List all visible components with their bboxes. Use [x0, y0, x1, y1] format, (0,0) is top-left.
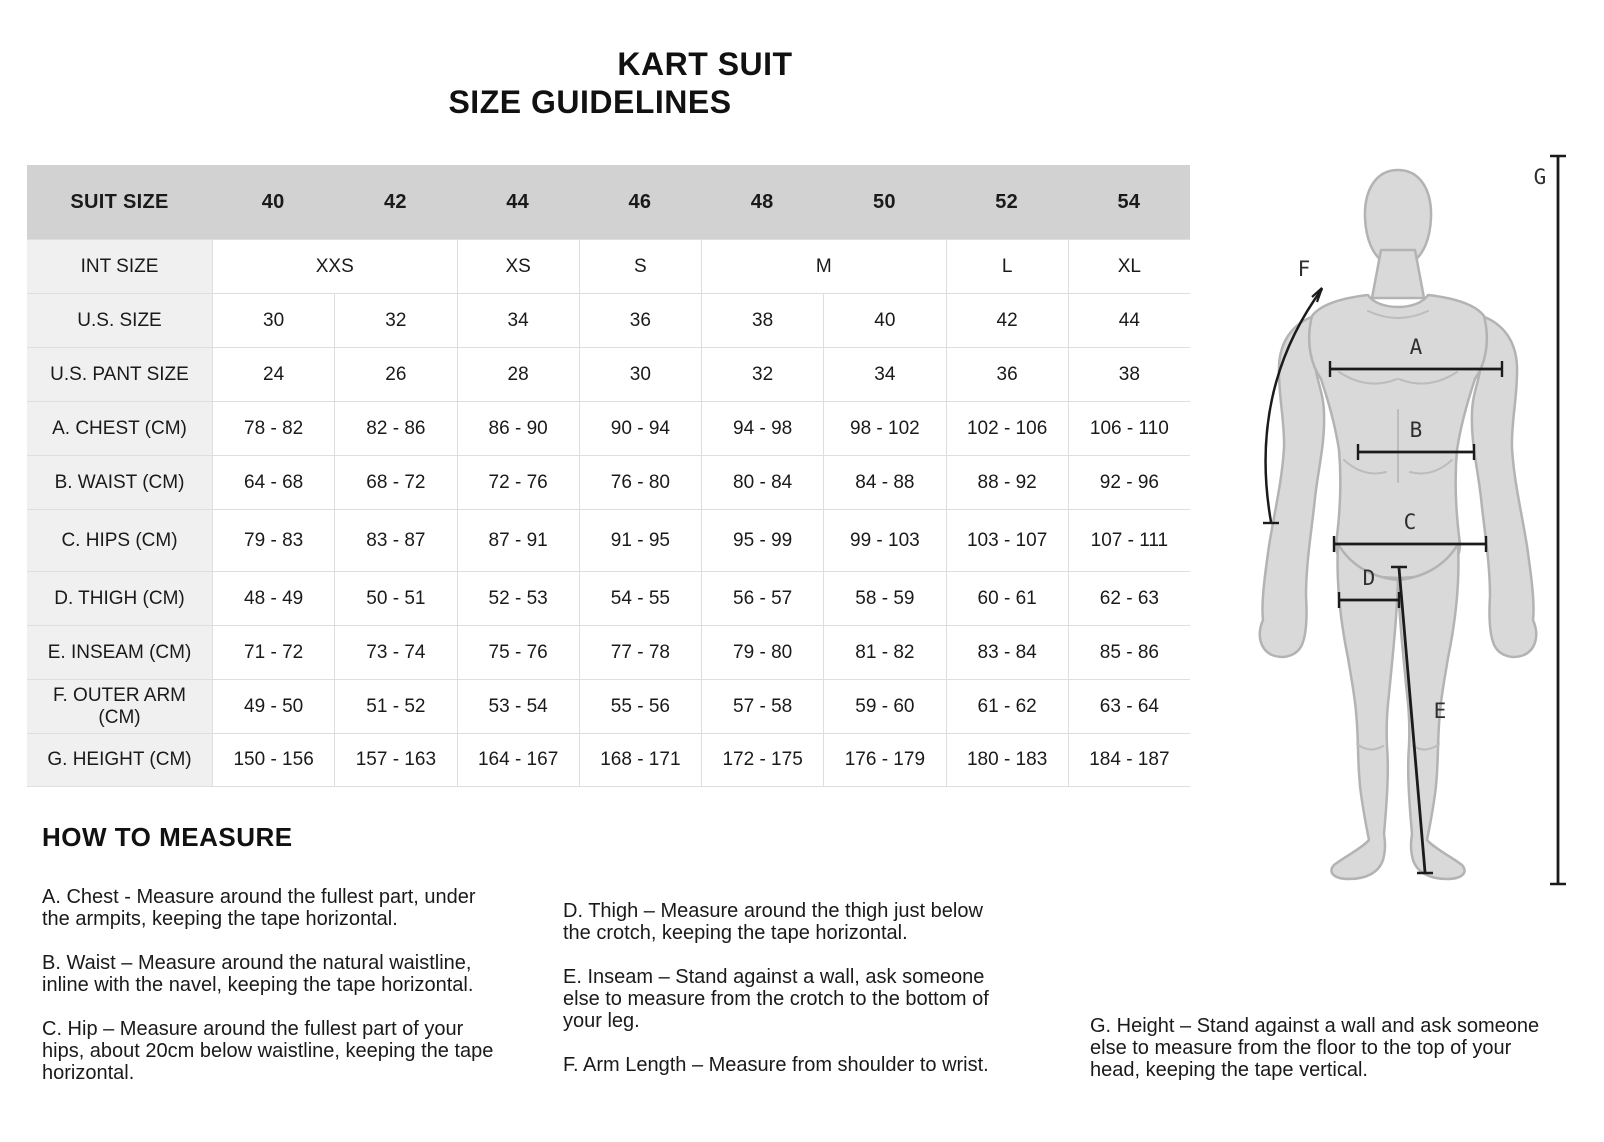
waist-cell: 72 - 76	[457, 455, 579, 509]
hips-cell: 95 - 99	[701, 509, 823, 571]
outer-arm-cell: 51 - 52	[334, 679, 456, 733]
hips-cell: 99 - 103	[823, 509, 945, 571]
height-line-G	[1550, 156, 1566, 884]
us-pant-cell: 34	[823, 347, 945, 401]
us-size-cell: 40	[823, 293, 945, 347]
int-size-xs: XS	[457, 239, 579, 293]
height-cell: 168 - 171	[579, 733, 701, 787]
height-cell: 172 - 175	[701, 733, 823, 787]
us-pant-cell: 28	[457, 347, 579, 401]
chest-cell: 106 - 110	[1068, 401, 1190, 455]
measure-text-waist: B. Waist – Measure around the natural waistline, inline with the navel, keeping the tape horizontal.	[42, 952, 474, 996]
outer-arm-cell: 57 - 58	[701, 679, 823, 733]
how-to-measure-heading: HOW TO MEASURE	[42, 822, 293, 852]
row-label-us-pant-size: U.S. PANT SIZE	[27, 347, 212, 401]
waist-cell: 64 - 68	[212, 455, 334, 509]
us-size-cell: 36	[579, 293, 701, 347]
us-pant-cell: 26	[334, 347, 456, 401]
height-cell: 180 - 183	[946, 733, 1068, 787]
height-cell: 184 - 187	[1068, 733, 1190, 787]
us-size-cell: 44	[1068, 293, 1190, 347]
chest-cell: 82 - 86	[334, 401, 456, 455]
header-size-54: 54	[1068, 165, 1190, 239]
label-waist-B: B	[1409, 418, 1423, 442]
header-size-40: 40	[212, 165, 334, 239]
outer-arm-cell: 55 - 56	[579, 679, 701, 733]
measure-text-arm: F. Arm Length – Measure from shoulder to wrist.	[563, 1054, 989, 1076]
waist-cell: 92 - 96	[1068, 455, 1190, 509]
hips-cell: 79 - 83	[212, 509, 334, 571]
hips-cell: 87 - 91	[457, 509, 579, 571]
label-arm-F: F	[1297, 257, 1311, 281]
chest-cell: 98 - 102	[823, 401, 945, 455]
us-pant-cell: 30	[579, 347, 701, 401]
table-row-chest	[27, 401, 1190, 455]
header-size-44: 44	[457, 165, 579, 239]
row-label-thigh: D. THIGH (CM)	[27, 571, 212, 625]
header-size-46: 46	[579, 165, 701, 239]
waist-cell: 76 - 80	[579, 455, 701, 509]
int-size-xxs: XXS	[212, 239, 457, 293]
size-table	[27, 165, 1190, 787]
label-chest-A: A	[1409, 335, 1423, 359]
hips-cell: 103 - 107	[946, 509, 1068, 571]
us-size-cell: 34	[457, 293, 579, 347]
table-row-inseam	[27, 625, 1190, 679]
us-pant-cell: 24	[212, 347, 334, 401]
chest-cell: 102 - 106	[946, 401, 1068, 455]
measure-text-thigh: D. Thigh – Measure around the thigh just below the crotch, keeping the tape horizontal.	[563, 900, 983, 944]
thigh-cell: 56 - 57	[701, 571, 823, 625]
inseam-cell: 79 - 80	[701, 625, 823, 679]
outer-arm-cell: 49 - 50	[212, 679, 334, 733]
table-row-us-size	[27, 293, 1190, 347]
outer-arm-cell: 61 - 62	[946, 679, 1068, 733]
table-row-int-size	[27, 239, 1190, 293]
thigh-cell: 60 - 61	[946, 571, 1068, 625]
int-size-s: S	[579, 239, 701, 293]
thigh-cell: 48 - 49	[212, 571, 334, 625]
waist-cell: 80 - 84	[701, 455, 823, 509]
us-pant-cell: 32	[701, 347, 823, 401]
row-label-waist: B. WAIST (CM)	[27, 455, 212, 509]
table-row-waist	[27, 455, 1190, 509]
row-label-int-size: INT SIZE	[27, 239, 212, 293]
us-pant-cell: 36	[946, 347, 1068, 401]
table-row-hips	[27, 509, 1190, 571]
thigh-cell: 62 - 63	[1068, 571, 1190, 625]
label-inseam-E: E	[1433, 699, 1447, 723]
table-row-height	[27, 733, 1190, 787]
body-right-leg	[1398, 544, 1465, 879]
measure-column-left	[42, 886, 500, 1106]
header-suit-size-label: SUIT SIZE	[27, 165, 212, 239]
inseam-cell: 71 - 72	[212, 625, 334, 679]
inseam-cell: 77 - 78	[579, 625, 701, 679]
thigh-cell: 54 - 55	[579, 571, 701, 625]
measure-text-inseam: E. Inseam – Stand against a wall, ask someone else to measure from the crotch to the bottom of your leg.	[563, 966, 989, 1032]
measure-text-height: G. Height – Stand against a wall and ask someone else to measure from the floor to the top of your head, keeping the tape vertical.	[1090, 1015, 1540, 1081]
height-cell: 150 - 156	[212, 733, 334, 787]
height-cell: 164 - 167	[457, 733, 579, 787]
outer-arm-cell: 63 - 64	[1068, 679, 1190, 733]
header-size-42: 42	[334, 165, 456, 239]
inseam-cell: 75 - 76	[457, 625, 579, 679]
table-header-row	[27, 165, 1190, 239]
table-row-thigh	[27, 571, 1190, 625]
label-thigh-D: D	[1362, 566, 1376, 590]
int-size-m: M	[701, 239, 946, 293]
table-row-us-pant-size	[27, 347, 1190, 401]
inseam-cell: 73 - 74	[334, 625, 456, 679]
int-size-xl: XL	[1068, 239, 1190, 293]
us-size-cell: 32	[334, 293, 456, 347]
measure-column-middle	[563, 900, 989, 1098]
page-title-line-2: SIZE GUIDELINES	[448, 84, 732, 120]
row-label-chest: A. CHEST (CM)	[27, 401, 212, 455]
measure-column-right	[1090, 1015, 1542, 1103]
page-title-line-1: KART SUIT	[617, 46, 793, 82]
chest-cell: 78 - 82	[212, 401, 334, 455]
inseam-cell: 83 - 84	[946, 625, 1068, 679]
us-size-cell: 38	[701, 293, 823, 347]
waist-cell: 88 - 92	[946, 455, 1068, 509]
chest-cell: 94 - 98	[701, 401, 823, 455]
inseam-cell: 81 - 82	[823, 625, 945, 679]
us-pant-cell: 38	[1068, 347, 1190, 401]
int-size-l: L	[946, 239, 1068, 293]
label-hips-C: C	[1403, 510, 1417, 534]
body-neck	[1372, 250, 1424, 298]
row-label-hips: C. HIPS (CM)	[27, 509, 212, 571]
outer-arm-cell: 53 - 54	[457, 679, 579, 733]
row-label-inseam: E. INSEAM (CM)	[27, 625, 212, 679]
body-left-leg	[1331, 544, 1398, 879]
hips-cell: 107 - 111	[1068, 509, 1190, 571]
inseam-cell: 85 - 86	[1068, 625, 1190, 679]
row-label-outer-arm: F. OUTER ARM (CM)	[27, 679, 212, 733]
measure-text-hip: C. Hip – Measure around the fullest part of your hips, about 20cm below waistline, keeping the tape horizontal.	[42, 1018, 494, 1084]
us-size-cell: 42	[946, 293, 1068, 347]
hips-cell: 83 - 87	[334, 509, 456, 571]
height-cell: 176 - 179	[823, 733, 945, 787]
hips-cell: 91 - 95	[579, 509, 701, 571]
header-size-52: 52	[946, 165, 1068, 239]
thigh-cell: 50 - 51	[334, 571, 456, 625]
us-size-cell: 30	[212, 293, 334, 347]
header-size-50: 50	[823, 165, 945, 239]
thigh-cell: 58 - 59	[823, 571, 945, 625]
body-measurement-diagram	[1218, 148, 1586, 948]
row-label-us-size: U.S. SIZE	[27, 293, 212, 347]
height-cell: 157 - 163	[334, 733, 456, 787]
table-row-outer-arm	[27, 679, 1190, 733]
header-size-48: 48	[701, 165, 823, 239]
waist-cell: 68 - 72	[334, 455, 456, 509]
chest-cell: 90 - 94	[579, 401, 701, 455]
outer-arm-cell: 59 - 60	[823, 679, 945, 733]
row-label-height: G. HEIGHT (CM)	[27, 733, 212, 787]
chest-cell: 86 - 90	[457, 401, 579, 455]
thigh-cell: 52 - 53	[457, 571, 579, 625]
waist-cell: 84 - 88	[823, 455, 945, 509]
label-height-G: G	[1533, 165, 1547, 189]
measure-text-chest: A. Chest - Measure around the fullest part, under the armpits, keeping the tape horizontal.	[42, 886, 476, 930]
